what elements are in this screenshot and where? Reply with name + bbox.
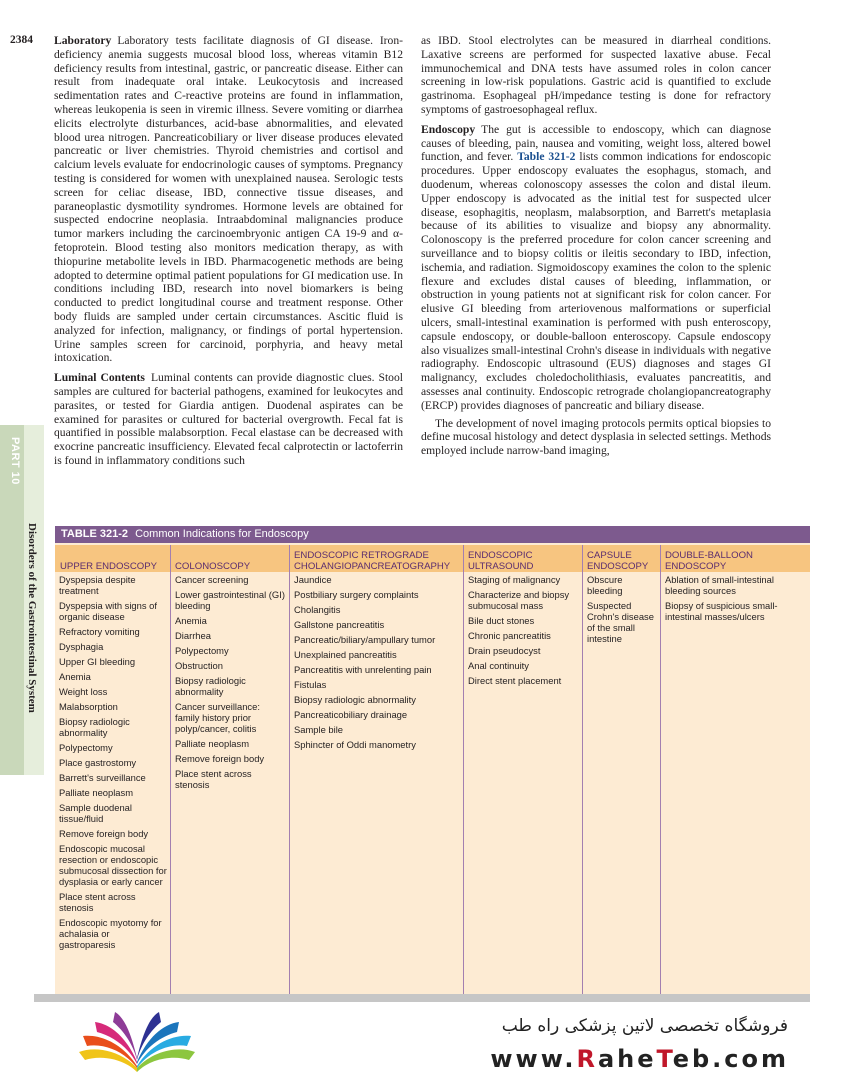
table-cell: Characterize and biopsy submucosal mass (468, 589, 570, 611)
table-cell: Endoscopic myotomy for achalasia or gastroparesis (59, 917, 162, 950)
column-eus (468, 574, 578, 994)
table-cell: Barrett's surveillance (59, 772, 146, 783)
table-cell: Anemia (175, 615, 207, 626)
table-cell: Malabsorption (59, 701, 118, 712)
column-ercp (294, 574, 459, 994)
table-cell: Pancreatitis with unrelenting pain (294, 664, 432, 675)
imaging-paragraph: The development of novel imaging protocols permits optical biopsies to define mucosal histology and detect dysplasia in selected settings. Methods employed include narrow-band imaging, (421, 416, 771, 458)
table-cell: Drain pseudocyst (468, 645, 541, 656)
table-cell: Chronic pancreatitis (468, 630, 551, 641)
table-cell: Biopsy radiologic abnormality (59, 716, 130, 738)
table-cell: Cholangitis (294, 604, 341, 615)
header-double-balloon: DOUBLE-BALLOON ENDOSCOPY (665, 550, 753, 572)
table-cell: Dysphagia (59, 641, 104, 652)
table-cell: Refractory vomiting (59, 626, 140, 637)
table-cell: Bile duct stones (468, 615, 535, 626)
stool-paragraph: as IBD. Stool electrolytes can be measured in diarrheal conditions. Laxative screens are performed for suspected laxative abuse. Fecal immunochemical and DNA tests have assumed roles in colon cancer screening in low-risk populations. Gastric acid is quantified to exclude gastrinoma. Esophageal pH/impedance testing is done for refractory symptoms of gastroesophageal reflux. (421, 34, 771, 116)
luminal-text: Luminal contents can provide diagnostic clues. Stool samples are cultured for bacterial pathogens, examined for leukocytes and parasites, or tested for Giardia antigen. Duodenal aspirates can be examined for parasites or cultured for bacterial overgrowth. Fecal fat is quantified in possible malabsorption. Fecal elastase can be decreased with exocrine pancreatic insufficiency. Elevated fecal calprotectin or lactoferrin is found in inflammatory conditions such (54, 371, 403, 467)
table-reference-link[interactable]: Table 321-2 (517, 150, 576, 164)
table-cell: Gallstone pancreatitis (294, 619, 385, 630)
luminal-paragraph (54, 371, 403, 468)
endoscopy-text-b: lists common indications for endoscopic procedures. Upper endoscopy evaluates the esophagus, stomach, and duodenum, whereas colonoscopy assesses the colon and distal ileum. Upper endoscopy is advocated as the initial test for suspected ulcer disease, esophagitis, neoplasm, malabsorption, and Barrett's metaplasia because of its abilities to visualize and biopsy any abnormality. Colonoscopy is the preferred procedure for colon cancer screening and surveillance and to biopsy colitis or ileitis secondary to IBD, infection, ischemia, and radiation. Sigmoidoscopy examines the colon to the splenic flexure and excludes distal causes of bleeding, inflammation, or obstruction in young patients not at significant risk for colon cancer. For elusive GI bleeding from arteriovenous malformations or superficial ulcers, small-intestinal examination is performed with push enteroscopy, capsule endoscopy, or double-balloon enteroscopy. Capsule endoscopy also visualizes small-intestinal Crohn's disease in individuals with negative radiography. Endoscopic ultrasound (EUS) diagnoses and stages GI malignancy, excludes choledocholithiasis, evaluates pancreatitis, and assesses anal continuity. Endoscopic retrograde cholangiopancreatography (ERCP) provides diagnoses of pancreatic and biliary disease. (421, 150, 772, 412)
column-colonoscopy (175, 574, 285, 994)
table-cell: Dyspepsia with signs of organic disease (59, 600, 157, 622)
table-cell: Place stent across stenosis (175, 768, 252, 790)
table-cell: Unexplained pancreatitis (294, 649, 397, 660)
table-header-row (55, 545, 810, 572)
table-cell: Cancer surveillance: family history prior polyp/cancer, colitis (175, 701, 260, 734)
right-column (421, 34, 771, 462)
table-cell: Remove foreign body (175, 753, 265, 764)
table-cell: Postbiliary surgery complaints (294, 589, 419, 600)
page-number: 2384 (10, 34, 33, 46)
table-cell: Polypectomy (175, 645, 229, 656)
table-cell: Upper GI bleeding (59, 656, 136, 667)
endoscopy-heading: Endoscopy (421, 122, 476, 136)
website-url[interactable]: www.RaheTeb.com (490, 1045, 789, 1073)
table-cell: Fistulas (294, 679, 327, 690)
table-body (55, 574, 810, 994)
table-cell: Cancer screening (175, 574, 249, 585)
header-colonoscopy: COLONOSCOPY (175, 560, 251, 572)
table-cell: Place stent across stenosis (59, 891, 136, 913)
table-cell: Ablation of small-intestinal bleeding sources (665, 574, 774, 596)
laboratory-text: Laboratory tests facilitate diagnosis of GI disease. Iron-deficiency anemia suggests mucosal blood loss, whereas vitamin B12 deficiency results from intestinal, gastric, or pancreatic disease. Either can result from inadequate oral intake. Leukocytosis and increased sedimentation rates and C-reactive proteins are found in inflammation, whereas leukopenia is seen in viremic illness. Severe vomiting or diarrhea elicits electrolyte disturbances, acid-base abnormalities, and elevated blood urea nitrogen. Pancreaticobiliary or liver disease produces elevated pancreatic or liver chemistries. Thyroid chemistries and cortisol and calcium levels evaluate for endocrinologic causes of symptoms. Pregnancy testing is considered for women with unexplained nausea. Serologic tests screen for celiac disease, IBD, connective tissue diseases, and paraneoplastic dysmotility syndromes. Hormone levels are obtained for suspected endocrine neoplasia. Intraabdominal malignancies produce tumor markers including the carcinoembryonic antigen CA 19-9 and α-fetoprotein. Blood testing also monitors medication therapy, as with thiopurine metabolite levels in IBD. Pharmacogenetic methods are being adopted to determine optimal patient populations for GI medication use. In conditions including IBD, research into novel biomarkers is being conducted to predict longitudinal course and treatment response. Other body fluids are sampled under certain circumstances. Ascitic fluid is analyzed for infection, malignancy, or findings of portal hypertension. Urine samples screen for carcinoid, porphyria, and heavy metal intoxication. (54, 34, 403, 365)
table-title-bar (55, 526, 810, 543)
laboratory-paragraph (54, 34, 403, 365)
table-cell: Anemia (59, 671, 91, 682)
endoscopy-text-a: The gut is accessible to endoscopy, which can diagnose causes of bleeding, pain, nausea and vomiting, weight loss, altered bowel function, and fever. (421, 122, 771, 164)
side-tab (0, 425, 44, 775)
header-ercp: ENDOSCOPIC RETROGRADE CHOLANGIOPANCREATOGRAPHY (294, 550, 451, 572)
table-cell: Biopsy radiologic abnormality (175, 675, 246, 697)
laboratory-heading: Laboratory (54, 34, 112, 47)
table-cell: Lower gastrointestinal (GI) bleeding (175, 589, 285, 611)
table-cell: Pancreatic/biliary/ampullary tumor (294, 634, 436, 645)
store-name: فروشگاه تخصصی لاتین پزشکی راه طب (501, 1016, 788, 1036)
table-title: Common Indications for Endoscopy (135, 528, 309, 540)
table-cell: Biopsy radiologic abnormality (294, 694, 416, 705)
table-cell: Diarrhea (175, 630, 211, 641)
table-cell: Polypectomy (59, 742, 113, 753)
table-number: TABLE 321-2 (61, 528, 129, 540)
table-cell: Obstruction (175, 660, 223, 671)
table-cell: Sphincter of Oddi manometry (294, 739, 416, 750)
endoscopy-paragraph (421, 123, 771, 413)
table-cell: Sample duodenal tissue/fluid (59, 802, 132, 824)
table-cell: Jaundice (294, 574, 332, 585)
table-cell: Obscure bleeding (587, 574, 623, 596)
table-cell: Anal continuity (468, 660, 529, 671)
luminal-heading: Luminal Contents (54, 371, 145, 385)
footer-divider (34, 994, 810, 1002)
left-column (54, 34, 403, 472)
table-cell: Palliate neoplasm (59, 787, 134, 798)
header-eus: ENDOSCOPIC ULTRASOUND (468, 550, 534, 572)
column-double-balloon (665, 574, 795, 994)
table-cell: Weight loss (59, 686, 108, 697)
table-cell: Place gastrostomy (59, 757, 137, 768)
table-cell: Palliate neoplasm (175, 738, 250, 749)
header-capsule: CAPSULE ENDOSCOPY (587, 550, 649, 572)
endoscopy-table (55, 526, 810, 994)
table-cell: Suspected Crohn's disease of the small intestine (587, 600, 654, 644)
table-cell: Direct stent placement (468, 675, 562, 686)
part-label: PART 10 (9, 437, 21, 485)
table-cell: Pancreaticobiliary drainage (294, 709, 408, 720)
book-logo-icon (75, 1010, 200, 1075)
section-label: Disorders of the Gastrointestinal System (26, 523, 38, 713)
column-capsule (587, 574, 657, 994)
table-cell: Sample bile (294, 724, 343, 735)
table-cell: Staging of malignancy (468, 574, 561, 585)
header-upper-endoscopy: UPPER ENDOSCOPY (60, 560, 158, 572)
table-cell: Endoscopic mucosal resection or endoscopic submucosal dissection for dysplasia or early cancer (59, 843, 167, 887)
column-upper-endoscopy (59, 574, 167, 994)
table-cell: Remove foreign body (59, 828, 149, 839)
table-cell: Biopsy of suspicious small-intestinal masses/ulcers (665, 600, 778, 622)
table-cell: Dyspepsia despite treatment (59, 574, 136, 596)
